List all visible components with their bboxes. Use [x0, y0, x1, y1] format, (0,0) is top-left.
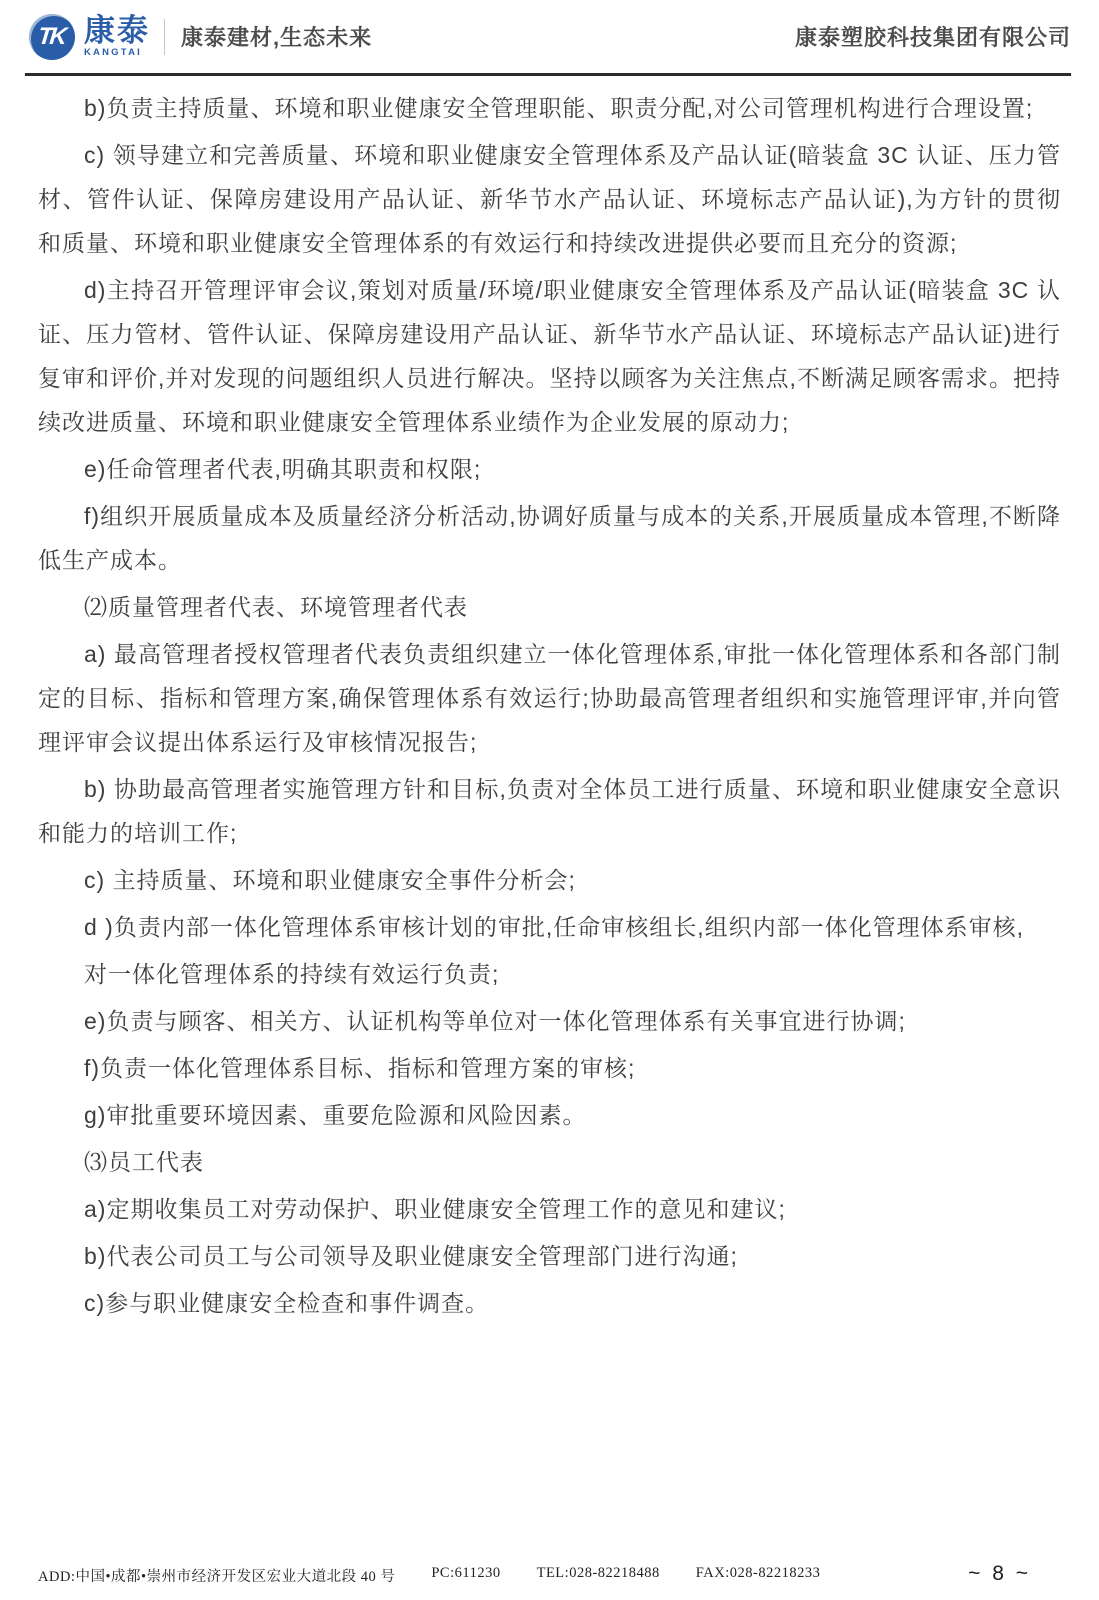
paragraph: a) 最高管理者授权管理者代表负责组织建立一体化管理体系,审批一体化管理体系和各部门制定的目标、指标和管理方案,确保管理体系有效运行;协助最高管理者组织和实施管理评审,并向管理评审会议提出体系运行及审核情况报告;: [38, 641, 1061, 755]
document-body: [38, 86, 1061, 1328]
logo-monogram: TK: [36, 22, 65, 50]
paragraph: d )负责内部一体化管理体系审核计划的审批,任命审核组长,组织内部一体化管理体系审核,: [84, 914, 1025, 940]
paragraph: a)定期收集员工对劳动保护、职业健康安全管理工作的意见和建议;: [84, 1196, 786, 1222]
paragraph: b)代表公司员工与公司领导及职业健康安全管理部门进行沟通;: [84, 1243, 738, 1269]
logo-wordmark-cn: 康泰: [84, 13, 150, 49]
paragraph: c)参与职业健康安全检查和事件调查。: [84, 1290, 490, 1316]
footer-telephone: TEL:028-82218488: [536, 1565, 660, 1581]
logo-wordmark: [84, 15, 150, 58]
paragraph: c) 领导建立和完善质量、环境和职业健康安全管理体系及产品认证(暗装盒 3C 认证、压力管材、管件认证、保障房建设用产品认证、新华节水产品认证、环境标志产品认证),为方针的贯彻和质量、环境和职业健康安全管理体系的有效运行和持续改进提供必要而且充分的资源;: [38, 142, 1061, 256]
page-header: [25, 0, 1071, 76]
paragraph: ⑵质量管理者代表、环境管理者代表: [84, 594, 468, 620]
page-number: ~ 8 ~: [968, 1562, 1031, 1585]
paragraph: c) 主持质量、环境和职业健康安全事件分析会;: [84, 867, 576, 893]
footer-contact-info: [38, 1565, 856, 1586]
page-footer: [38, 1562, 1061, 1586]
footer-postcode: PC:611230: [431, 1565, 501, 1581]
paragraph: b) 协助最高管理者实施管理方针和目标,负责对全体员工进行质量、环境和职业健康安全意识和能力的培训工作;: [38, 776, 1061, 846]
paragraph: d)主持召开管理评审会议,策划对质量/环境/职业健康安全管理体系及产品认证(暗装盒 3C 认证、压力管材、管件认证、保障房建设用产品认证、新华节水产品认证、环境标志产品认证)进行复审和评价,并对发现的问题组织人员进行解决。坚持以顾客为关注焦点,不断满足顾客需求。把持续改进质量、环境和职业健康安全管理体系业绩作为企业发展的原动力;: [38, 277, 1061, 435]
header-divider: [164, 19, 165, 55]
paragraph: b)负责主持质量、环境和职业健康安全管理职能、职责分配,对公司管理机构进行合理设置;: [84, 95, 1034, 121]
paragraph: ⑶员工代表: [84, 1149, 204, 1175]
paragraph: 对一体化管理体系的持续有效运行负责;: [84, 961, 500, 987]
paragraph: e)负责与顾客、相关方、认证机构等单位对一体化管理体系有关事宜进行协调;: [84, 1008, 906, 1034]
paragraph: e)任命管理者代表,明确其职责和权限;: [84, 456, 482, 482]
company-logo: [29, 14, 150, 60]
paragraph: g)审批重要环境因素、重要危险源和风险因素。: [84, 1102, 587, 1128]
paragraph: f)组织开展质量成本及质量经济分析活动,协调好质量与成本的关系,开展质量成本管理,不断降低生产成本。: [38, 503, 1061, 573]
logo-tk-icon: [29, 14, 75, 60]
company-slogan: 康泰建材,生态未来: [181, 25, 373, 50]
company-name: 康泰塑胶科技集团有限公司: [794, 25, 1071, 50]
logo-wordmark-en: KANGTAI: [84, 47, 142, 59]
footer-fax: FAX:028-82218233: [695, 1565, 821, 1581]
footer-address: ADD:中国•成都•崇州市经济开发区宏业大道北段 40 号: [38, 1569, 396, 1585]
paragraph: f)负责一体化管理体系目标、指标和管理方案的审核;: [84, 1055, 636, 1081]
